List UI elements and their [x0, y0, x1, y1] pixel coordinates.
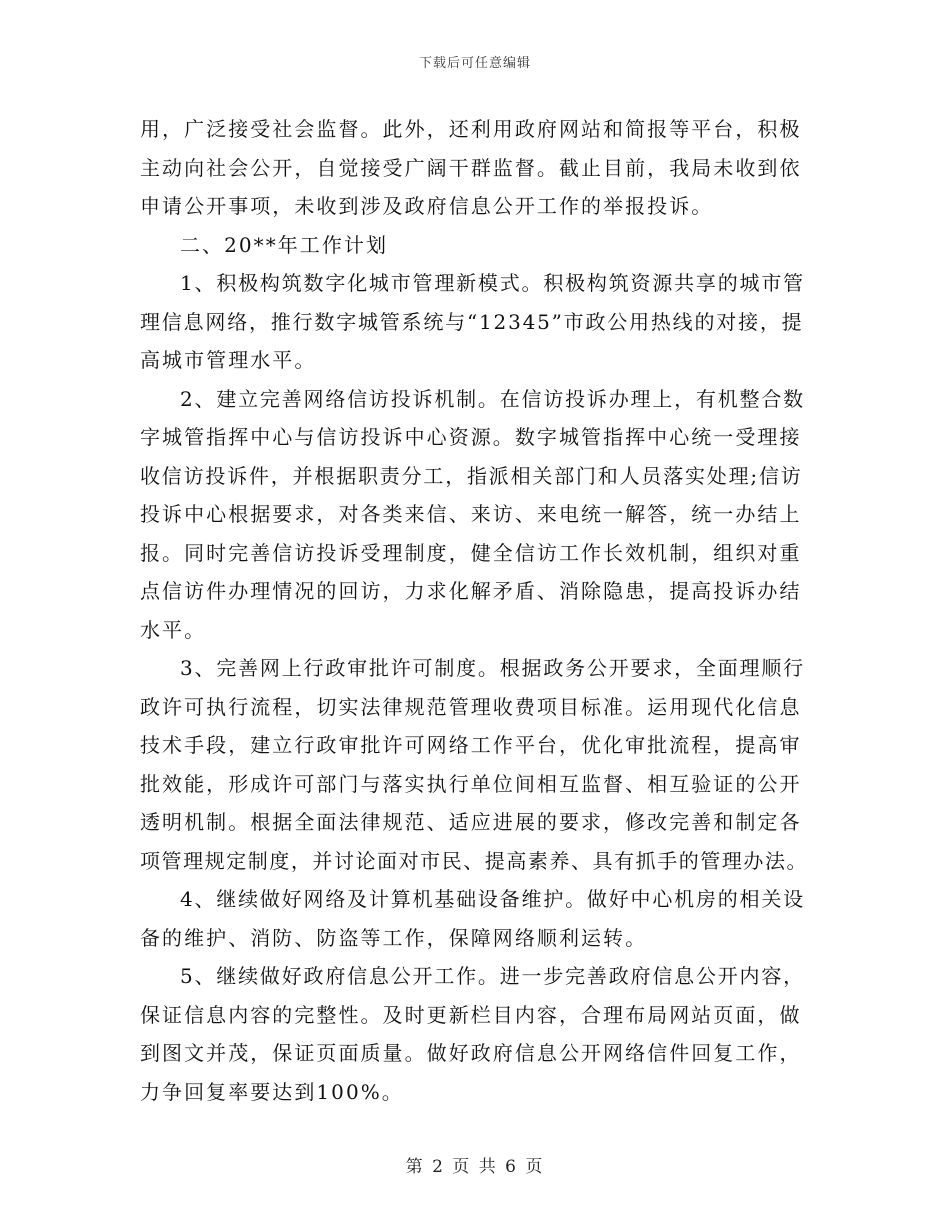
text-line: 理信息网络，推行数字城管系统与“12345”市政公用热线的对接，提: [140, 309, 804, 334]
text-line: 二、20**年工作计划: [180, 232, 388, 257]
text-line: 保证信息内容的完整性。及时更新栏目内容，合理布局网站页面，做: [140, 1002, 802, 1027]
text-line: 到图文并茂，保证页面质量。做好政府信息公开网络信件回复工作，: [140, 1041, 802, 1065]
text-line: 申请公开事项，未收到涉及政府信息公开工作的举报投诉。: [140, 194, 714, 218]
text-line: 2、建立完善网络信访投诉机制。在信访投诉办理上，有机整合数: [180, 386, 805, 411]
text-line: 技术手段，建立行政审批许可网络工作平台，优化审批流程，提高审: [140, 733, 802, 757]
text-line: 政许可执行流程，切实法律规范管理收费项目标准。运用现代化信息: [140, 694, 802, 719]
text-line: 3、完善网上行政审批许可制度。根据政务公开要求，全面理顺行: [180, 656, 805, 680]
text-line: 点信访件办理情况的回访，力求化解矛盾、消除隐患，提高投诉办结: [140, 579, 802, 603]
text-line: 字城管指挥中心与信访投诉中心资源。数字城管指挥中心统一受理接: [140, 425, 802, 449]
text-line: 批效能，形成许可部门与落实执行单位间相互监督、相互验证的公开: [140, 771, 802, 796]
text-line: 投诉中心根据要求，对各类来信、来访、来电统一解答，统一办结上: [140, 502, 802, 526]
text-line: 收信访投诉件，并根据职责分工，指派相关部门和人员落实处理;信访: [140, 463, 803, 488]
text-line: 主动向社会公开，自觉接受广阔干群监督。截止目前，我局未收到依: [140, 155, 802, 180]
text-line: 5、继续做好政府信息公开工作。进一步完善政府信息公开内容，: [180, 964, 805, 988]
document-body: [140, 110, 808, 1111]
text-line: 4、继续做好网络及计算机基础设备维护。做好中心机房的相关设: [180, 887, 805, 911]
text-line: 用，广泛接受社会监督。此外，还利用政府网站和简报等平台，积极: [140, 117, 802, 141]
text-line: 项管理规定制度，并讨论面对市民、提高素养、具有抓手的管理办法。: [140, 848, 809, 873]
text-line: 水平。: [140, 617, 207, 642]
text-line: 高城市管理水平。: [140, 348, 317, 372]
text-line: 力争回复率要达到100%。: [140, 1079, 404, 1104]
page-footer: 第 2 页 共 6 页: [405, 1157, 545, 1177]
text-line: 报。同时完善信访投诉受理制度，健全信访工作长效机制，组织对重: [140, 540, 802, 565]
text-line: 透明机制。根据全面法律规范、适应进展的要求，修改完善和制定各: [140, 810, 802, 834]
text-line: 1、积极构筑数字化城市管理新模式。积极构筑资源共享的城市管: [180, 271, 805, 295]
text-line: 备的维护、消防、防盗等工作，保障网络顺利运转。: [140, 925, 648, 950]
page-header: 下载后可任意编辑: [418, 56, 531, 71]
